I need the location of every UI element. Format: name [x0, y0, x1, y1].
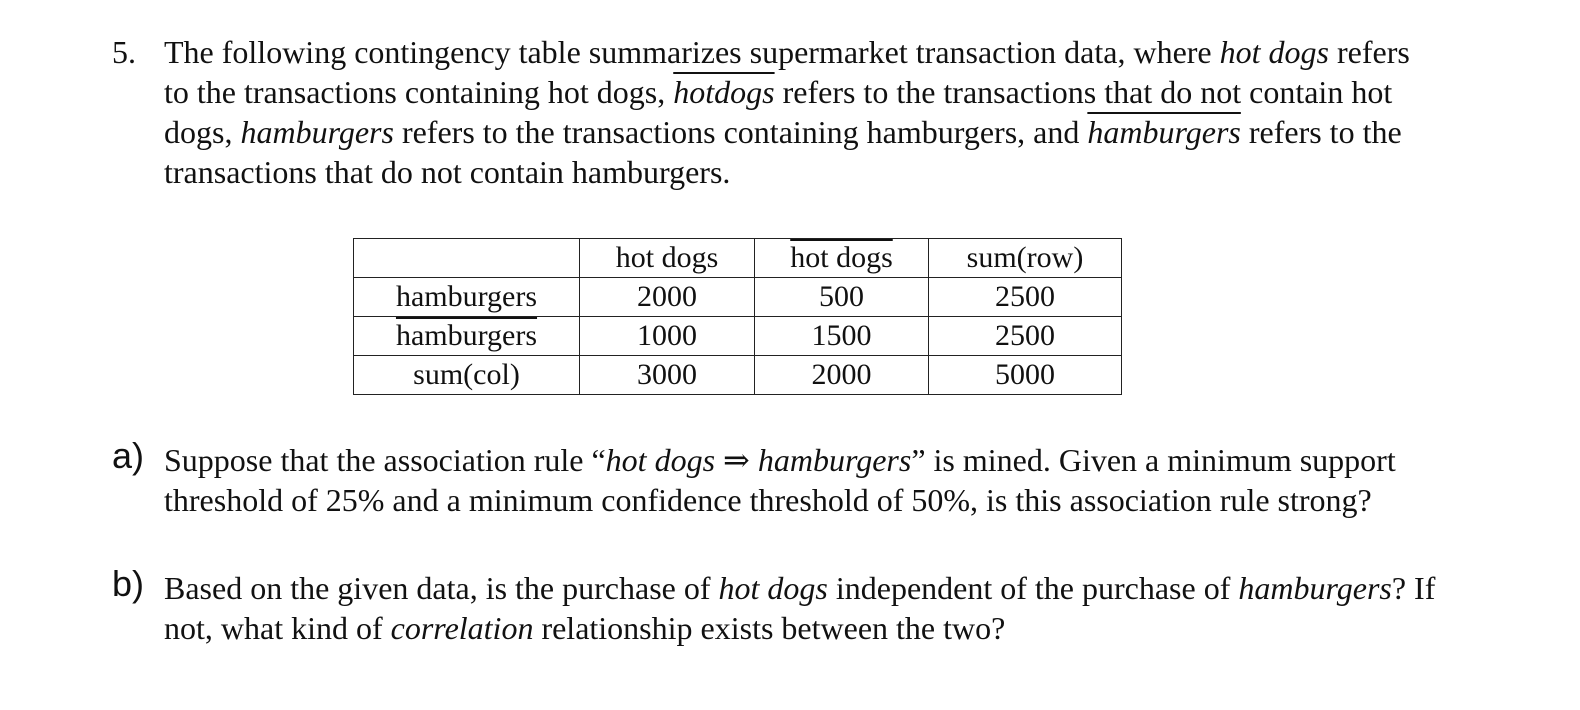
table-cell: 2000 [580, 278, 755, 317]
term-hamburgers: hamburgers [240, 114, 394, 150]
sub-a-text-2: ” is mined. Given a minimum support threshold of 25% and a minimum confidence threshold of 50%, is this association rule strong? [164, 442, 1396, 518]
table-row [354, 278, 1122, 317]
subquestion-b [112, 563, 1442, 648]
table-cell: 2000 [755, 356, 929, 395]
contingency-table [353, 238, 1122, 395]
table-header-row [354, 239, 1122, 278]
sub-b-text-4: relationship exists between the two? [533, 610, 1006, 646]
sub-b-text-1: Based on the given data, is the purchase of [164, 570, 719, 606]
table-cell: 500 [755, 278, 929, 317]
intro-text-5: refers to the transactions that do not contain hamburgers. [164, 114, 1402, 190]
term-not-hamburgers: hamburgers [1087, 114, 1241, 150]
header-cell-hot-dogs: hot dogs [580, 239, 755, 278]
header-cell-not-hot-dogs [755, 239, 929, 278]
table-cell: 1500 [755, 317, 929, 356]
intro-text-2: refers to the transactions containing hot dogs, [164, 34, 1410, 110]
question-intro [164, 32, 1414, 192]
table-row [354, 317, 1122, 356]
term-correlation: correlation [390, 610, 534, 646]
header-not-hot-dogs-label: hot dogs [790, 241, 893, 274]
table-row [354, 356, 1122, 395]
row-label-hamburgers: hamburgers [354, 278, 580, 317]
subquestion-a-text [164, 440, 1442, 520]
term-not-hotdogs: hotdogs [673, 74, 775, 110]
term-association-rule: hot dogs ⇒ hamburgers [605, 442, 912, 478]
sub-b-text-3: ? If not, what kind of [164, 570, 1436, 646]
intro-text-3: refers to the transactions that do not contain hot dogs, [164, 74, 1393, 150]
term-hamburgers: hamburgers [1238, 570, 1392, 606]
term-hot-dogs: hot dogs [718, 570, 828, 606]
subquestion-b-marker: b) [112, 563, 145, 604]
row-label-not-hamburgers [354, 317, 580, 356]
header-cell-sum-row: sum(row) [929, 239, 1122, 278]
intro-text-4: refers to the transactions containing hamburgers, and [393, 114, 1088, 150]
row-label-sum-col: sum(col) [354, 356, 580, 395]
question-number: 5. [112, 34, 136, 70]
sub-a-text-1: Suppose that the association rule “ [164, 442, 606, 478]
table-cell: 1000 [580, 317, 755, 356]
subquestion-a [112, 435, 1442, 520]
header-cell-empty [354, 239, 580, 278]
subquestion-a-marker: a) [112, 435, 145, 476]
intro-text-1: The following contingency table summarizes supermarket transaction data, where [164, 34, 1220, 70]
term-hot-dogs: hot dogs [1219, 34, 1329, 70]
sub-b-text-2: independent of the purchase of [827, 570, 1239, 606]
table-cell: 5000 [929, 356, 1122, 395]
row-not-hamburgers-label: hamburgers [395, 319, 538, 352]
table-cell: 2500 [929, 278, 1122, 317]
table-cell: 2500 [929, 317, 1122, 356]
subquestion-b-text [164, 568, 1442, 648]
table-cell: 3000 [580, 356, 755, 395]
